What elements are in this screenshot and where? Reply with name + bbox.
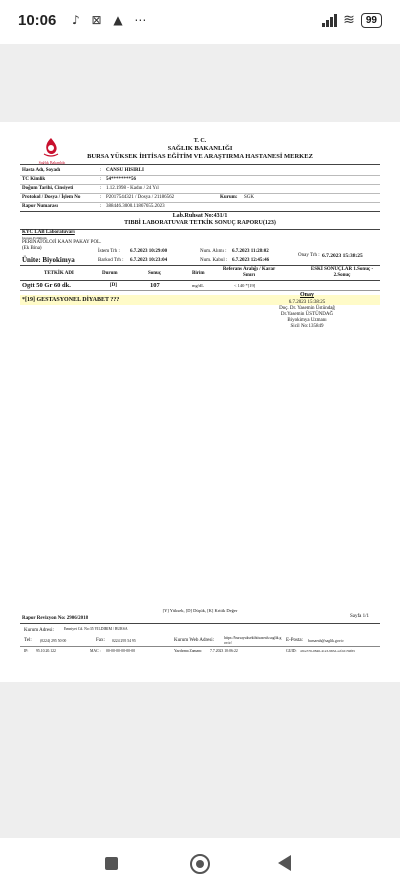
web-link[interactable]: https://bursayuksekihtisaseah.saglik.gov.tr/ <box>224 636 282 645</box>
col-ref: Referans Aralığı / Karar Sınırı <box>222 267 276 278</box>
test-status: [D] <box>110 283 117 288</box>
ip-label: IP: <box>24 649 29 653</box>
tc-label: TC Kimlik <box>22 177 46 182</box>
recent-apps-icon[interactable] <box>105 857 118 870</box>
test-result: 107 <box>150 282 160 289</box>
email-link[interactable]: bursaeah@saglik.gov.tr <box>308 639 344 643</box>
approval-sign-1: Doç. Dr. Yasemin Üstündağ <box>279 306 335 311</box>
viewer-background-bottom <box>0 682 400 838</box>
lab-small: İstenen Poliklinik <box>22 236 47 240</box>
approval-sign-3: Biyokimya Uzmanı <box>287 318 327 323</box>
viewer-background-top <box>0 44 400 122</box>
print-time-value: 7.7.2023 10:06:22 <box>210 649 238 653</box>
istem-value: 6.7.2023 10:29:00 <box>130 249 168 254</box>
kurum-label: Kurum: <box>220 195 238 200</box>
header-tc: T. C. <box>193 138 207 144</box>
print-time-label: Yazdırma Zamanı: <box>174 649 203 653</box>
tc-value: 54********56 <box>106 177 136 182</box>
protocol-label: Protokol / Dosya / İşlem No <box>22 195 81 200</box>
header-hospital: BURSA YÜKSEK İHTİSAS EĞİTİM VE ARAŞTIRMA HASTANESİ MERKEZ <box>87 153 313 160</box>
col-old: ESKİ SONUÇLAR 1.Sonuç - 2.Sonuç <box>310 267 374 278</box>
col-sonuc: Sonuç <box>148 271 162 276</box>
tel-value: (0224) 295 50 00 <box>40 639 67 643</box>
istem-label: İstem Trh : <box>98 249 120 254</box>
report-page[interactable]: Sağlık Bakanlığı T. C. SAĞLIK BAKANLIĞI BURSA YÜKSEK İHTİSAS EĞİTİM VE ARAŞTIRMA HASTANESİ MERKEZ Hasta Adı, Soyadı : CANSU HISIRLI TC Kimlik : 54********56 Doğum Tarihi, Cinsiyeti : 1.12.1998 - Kadın / 24 Yıl Protokol / Dosya / İşlem No : P2017544321 / Dosya / 21186562 Kurum: SGK Rapor Numarası : 388446.3000.11867655.2023 Lab.Ruhsat No:431/1 TIBBİ LABORATUVAR TETKİK SONUÇ RAPORU(123) KYC LAB Laboratuvarı İstenen Poliklinik PERİNATOLOJİ KAAN PAKAY POL. (Ek Bina) Ünite: Biyokimya İstem Trh : 6.7.2023 10:29:00 Barkod Trh : 6.7.2023 10:23:04 Num. Alımı : 6.7.2023 11:28:02 Num. Kabul : 6.7.2023 12:45:46 Onay Trh : 6.7.2023 15:38:25 TETKİK ADI Durum Sonuç Birim Referans Aralığı / Karar Sınırı ESKİ SONUÇLAR 1.Sonuç - 2.Sonuç Ogtt 50 Gr 60 dk. [D] 107 mg/dL < 140 *[19] *[19] GESTASYONEL DİYABET ??? Onay 6.7.2023 15:38:25 Doç. Dr. Yasemin Üstündağ Dr.Yasemin ÜSTÜNDAĞ Biyokimya Uzmanı Sicil No:135849 [Y] Yüksek, [D] Düşük, [K] Kritik Değer Rapor Revizyon No: 2906/2018 Sayfa 1/1 Kurum Adresi: Emniyet Cd. No:35 YILDIRIM / BURSA Tel: (0224) 295 50 00 Fax: 0224 295 54 95 Kurum Web Adresi: https://bursayuksekihtisaseah.saglik.gov.tr/ E-Posta: bursaeah@saglik.gov.tr IP: 95.10.20.122 MAC : 00-00-00-00-00-00 Yazdırma Zamanı: 7.7.2023 10:06:22 GUID: a5be576-0846-41a3-965d-acfd2159f65 <box>14 122 386 682</box>
lab-name: KYC LAB Laboratuvarı <box>22 230 75 235</box>
guid-value: a5be576-0846-41a3-965d-acfd2159f65 <box>300 649 356 653</box>
kabul-value: 6.7.2023 12:45:46 <box>232 258 270 263</box>
approval-date: 6.7.2023 15:38:25 <box>288 300 326 305</box>
guid-label: GUID: <box>286 649 297 653</box>
test-unit: mg/dL <box>192 283 204 288</box>
logo-caption: Sağlık Bakanlığı <box>38 160 66 165</box>
birth-label: Doğum Tarihi, Cinsiyeti <box>22 186 74 191</box>
onay-value: 6.7.2023 15:38:25 <box>322 253 363 259</box>
status-right <box>322 12 382 28</box>
fax-label: Fax: <box>96 638 105 643</box>
patient-name-value: CANSU HISIRLI <box>106 168 144 173</box>
home-icon[interactable] <box>190 854 210 874</box>
lab-poly: PERİNATOLOJİ KAAN PAKAY POL. <box>22 240 102 245</box>
header-divider <box>20 164 380 165</box>
report-no-label: Rapor Numarası <box>22 204 58 209</box>
barkod-value: 6.7.2023 10:23:04 <box>130 258 168 263</box>
address-label: Kurum Adresi: <box>24 628 54 633</box>
col-tetkik: TETKİK ADI <box>44 271 74 276</box>
col-birim: Birim <box>192 271 205 276</box>
approval-sign-2: Dr.Yasemin ÜSTÜNDAĞ <box>280 312 334 317</box>
note-text: *[19] GESTASYONEL DİYABET ??? <box>22 297 120 303</box>
report-title: TIBBİ LABORATUVAR TETKİK SONUÇ RAPORU(123) <box>124 220 276 226</box>
header-ministry: SAĞLIK BAKANLIĞI <box>167 145 233 152</box>
kabul-label: Num. Kabul : <box>200 258 228 263</box>
test-reference: < 140 *[19] <box>234 283 256 288</box>
report-no-value: 388446.3000.11867655.2023 <box>106 204 165 209</box>
status-bar <box>0 0 400 44</box>
patient-name-label: Hasta Adı, Soyadı <box>22 168 61 173</box>
alim-label: Num. Alımı : <box>200 249 227 254</box>
signal-icon <box>322 14 337 27</box>
col-durum: Durum <box>102 271 118 276</box>
fax-value: 0224 295 54 95 <box>112 639 136 643</box>
lab-unit: Ünite: Biyokimya <box>22 256 75 264</box>
kurum-value: SGK <box>244 195 255 200</box>
battery-icon: 99 <box>361 13 382 28</box>
approval-sign-4: Sicil No:135849 <box>290 324 324 329</box>
lab-license: Lab.Ruhsat No:431/1 <box>172 213 228 219</box>
mac-value: 00-00-00-00-00-00 <box>106 649 136 653</box>
footer-page: Sayfa 1/1 <box>350 614 370 619</box>
test-name: Ogtt 50 Gr 60 dk. <box>22 282 71 289</box>
address-value: Emniyet Cd. No:35 YILDIRIM / BURSA <box>64 627 128 631</box>
protocol-value: P2017544321 / Dosya / 21186562 <box>106 195 175 200</box>
email-label: E-Posta: <box>286 638 303 643</box>
approval-title: Onay <box>300 292 315 298</box>
tel-label: Tel: <box>24 638 32 643</box>
back-icon[interactable] <box>278 855 291 871</box>
lab-ek: (Ek Bina) <box>22 246 42 251</box>
alim-value: 6.7.2023 11:28:02 <box>232 249 269 254</box>
mac-label: MAC : <box>90 649 101 653</box>
birth-value: 1.12.1998 - Kadın / 24 Yıl <box>106 186 159 191</box>
clock: 10:06 <box>18 12 57 29</box>
wifi-icon: ≋ <box>343 12 355 28</box>
barkod-label: Barkod Trh : <box>98 258 124 263</box>
ip-value: 95.10.20.122 <box>36 649 56 653</box>
footer-revision: Rapor Revizyon No: 2906/2018 <box>22 616 89 621</box>
web-label: Kurum Web Adresi: <box>174 638 215 643</box>
notification-icons: ♪ ⊠ ▲ ⋯ <box>72 13 151 27</box>
footer-legend: [Y] Yüksek, [D] Düşük, [K] Kritik Değer <box>162 608 238 613</box>
onay-label: Onay Trh : <box>298 253 320 258</box>
